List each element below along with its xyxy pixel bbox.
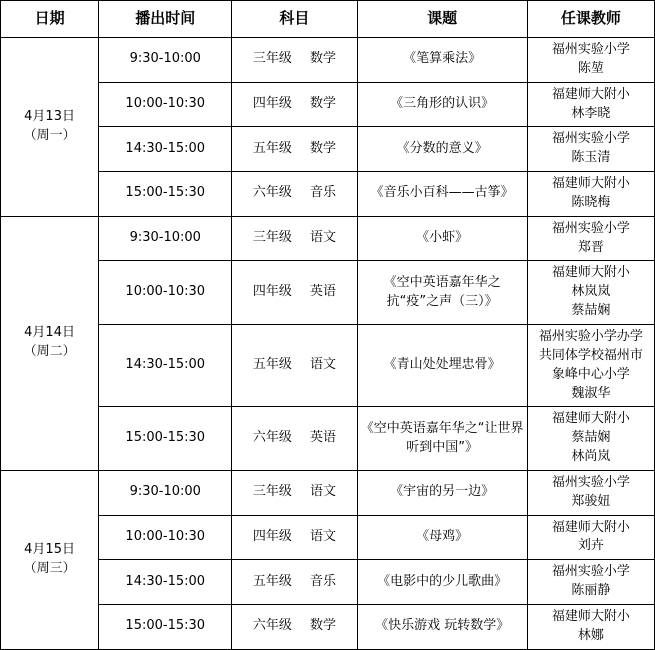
teacher-cell: [527, 82, 654, 127]
school-name: 福州实验小学办学: [538, 328, 643, 344]
school-name: 蔡喆娴: [571, 430, 611, 446]
grade-value: 五年级: [252, 357, 292, 373]
weekday-value: （周三）: [23, 560, 76, 576]
teacher-name: 林尚岚: [571, 449, 611, 465]
school-name: 福州实验小学: [551, 474, 630, 490]
column-header-topic: 课题: [357, 1, 527, 38]
broadcast-time-cell: 10:00-10:30: [99, 515, 232, 560]
teacher-name: 陈晓梅: [571, 194, 611, 210]
grade-value: 六年级: [252, 618, 292, 634]
date-cell: [1, 470, 99, 649]
subject-value: 英语: [309, 284, 336, 300]
table-row: [1, 38, 655, 83]
broadcast-time-cell: 15:00-15:30: [99, 407, 232, 471]
teacher-cell: [527, 407, 654, 471]
broadcast-time-cell: 15:00-15:30: [99, 604, 232, 649]
table-row: [1, 261, 655, 325]
subject-value: 语文: [309, 484, 336, 500]
teacher-name: 陈堃: [577, 60, 604, 76]
subject-value: 音乐: [309, 573, 336, 589]
subject-value: 数学: [309, 618, 336, 634]
subject-value: 数学: [309, 96, 336, 112]
teacher-name: 郑晋: [577, 239, 604, 255]
teacher-name: 林李晓: [571, 105, 611, 121]
topic-cell: 《空中英语嘉年华之“让世界听到中国”》: [357, 407, 527, 471]
topic-cell: 《三角形的认识》: [357, 82, 527, 127]
grade-value: 四年级: [252, 96, 292, 112]
subject-cell: [232, 604, 357, 649]
date-value: 4月14日: [24, 325, 75, 341]
table-row: [1, 515, 655, 560]
topic-cell: 《空中英语嘉年华之抗“疫”之声（三）》: [357, 261, 527, 325]
teacher-name: 刘卉: [577, 538, 604, 554]
topic-cell: 《电影中的少儿歌曲》: [357, 560, 527, 605]
date-value: 4月13日: [24, 109, 75, 125]
teacher-cell: [527, 324, 654, 406]
grade-value: 三年级: [252, 230, 292, 246]
topic-cell: 《音乐小百科——古筝》: [357, 172, 527, 217]
school-name: 福建师大附小: [551, 86, 630, 102]
grade-value: 六年级: [252, 185, 292, 201]
school-name: 福建师大附小: [551, 608, 630, 624]
date-value: 4月15日: [24, 541, 75, 557]
table-row: [1, 82, 655, 127]
grade-value: 四年级: [252, 528, 292, 544]
subject-cell: [232, 470, 357, 515]
subject-cell: [232, 560, 357, 605]
school-name: 福建师大附小: [551, 519, 630, 535]
table-row: [1, 470, 655, 515]
teacher-cell: [527, 127, 654, 172]
subject-cell: [232, 172, 357, 217]
grade-value: 五年级: [252, 573, 292, 589]
subject-cell: [232, 216, 357, 261]
topic-cell: 《分数的意义》: [357, 127, 527, 172]
broadcast-time-cell: 15:00-15:30: [99, 172, 232, 217]
teacher-name: 蔡喆娴: [571, 303, 611, 319]
grade-value: 三年级: [252, 484, 292, 500]
subject-value: 语文: [309, 230, 336, 246]
table-row: [1, 216, 655, 261]
teacher-cell: [527, 604, 654, 649]
broadcast-time-cell: 10:00-10:30: [99, 261, 232, 325]
grade-value: 五年级: [252, 140, 292, 156]
grade-value: 四年级: [252, 284, 292, 300]
teacher-cell: [527, 172, 654, 217]
grade-value: 三年级: [252, 51, 292, 67]
school-name: 福州实验小学: [551, 220, 630, 236]
subject-cell: [232, 127, 357, 172]
teacher-cell: [527, 216, 654, 261]
school-name: 共同体学校福州市: [538, 347, 643, 363]
school-name: 福州实验小学: [551, 564, 630, 580]
subject-cell: [232, 515, 357, 560]
subject-value: 语文: [309, 528, 336, 544]
table-row: [1, 407, 655, 471]
teacher-cell: [527, 560, 654, 605]
school-name: 福建师大附小: [551, 176, 630, 192]
subject-cell: [232, 324, 357, 406]
school-name: 福州实验小学: [551, 131, 630, 147]
weekday-value: （周一）: [23, 127, 76, 143]
school-name: 象峰中心小学: [551, 366, 630, 382]
column-header-teacher: 任课教师: [527, 1, 654, 38]
table-row: [1, 604, 655, 649]
broadcast-time-cell: 9:30-10:00: [99, 216, 232, 261]
school-name: 福建师大附小: [551, 265, 630, 281]
subject-cell: [232, 407, 357, 471]
table-row: [1, 560, 655, 605]
subject-cell: [232, 38, 357, 83]
teacher-name: 魏淑华: [571, 385, 611, 401]
subject-cell: [232, 261, 357, 325]
date-cell: [1, 216, 99, 470]
subject-value: 数学: [309, 140, 336, 156]
date-cell: [1, 38, 99, 217]
weekday-value: （周二）: [23, 344, 76, 360]
teacher-cell: [527, 261, 654, 325]
topic-cell: 《母鸡》: [357, 515, 527, 560]
topic-cell: 《快乐游戏 玩转数学》: [357, 604, 527, 649]
topic-cell: 《小虾》: [357, 216, 527, 261]
broadcast-time-cell: 14:30-15:00: [99, 560, 232, 605]
teacher-name: 林娜: [577, 627, 604, 643]
topic-cell: 《宇宙的另一边》: [357, 470, 527, 515]
broadcast-time-cell: 10:00-10:30: [99, 82, 232, 127]
teacher-cell: [527, 470, 654, 515]
topic-cell: 《笔算乘法》: [357, 38, 527, 83]
broadcast-time-cell: 14:30-15:00: [99, 127, 232, 172]
column-header-date: 日期: [1, 1, 99, 38]
broadcast-time-cell: 9:30-10:00: [99, 38, 232, 83]
subject-value: 英语: [309, 430, 336, 446]
school-name: 林岚岚: [571, 284, 611, 300]
table-row: [1, 127, 655, 172]
teacher-cell: [527, 38, 654, 83]
broadcast-time-cell: 9:30-10:00: [99, 470, 232, 515]
subject-value: 音乐: [309, 185, 336, 201]
school-name: 福州实验小学: [551, 42, 630, 57]
table-body: [1, 38, 655, 650]
column-header-subject: 科目: [232, 1, 357, 38]
teacher-name: 陈丽静: [571, 583, 611, 599]
subject-value: 数学: [309, 51, 336, 67]
broadcast-time-cell: 14:30-15:00: [99, 324, 232, 406]
table-header-row: [1, 1, 655, 38]
subject-cell: [232, 82, 357, 127]
school-name: 福建师大附小: [551, 411, 630, 427]
topic-cell: 《青山处处埋忠骨》: [357, 324, 527, 406]
column-header-time: 播出时间: [99, 1, 232, 38]
teacher-cell: [527, 515, 654, 560]
grade-value: 六年级: [252, 430, 292, 446]
table-row: [1, 324, 655, 406]
teacher-name: 陈玉清: [571, 150, 611, 166]
subject-value: 语文: [309, 357, 336, 373]
teacher-name: 郑骏妞: [571, 493, 611, 509]
table-row: [1, 172, 655, 217]
